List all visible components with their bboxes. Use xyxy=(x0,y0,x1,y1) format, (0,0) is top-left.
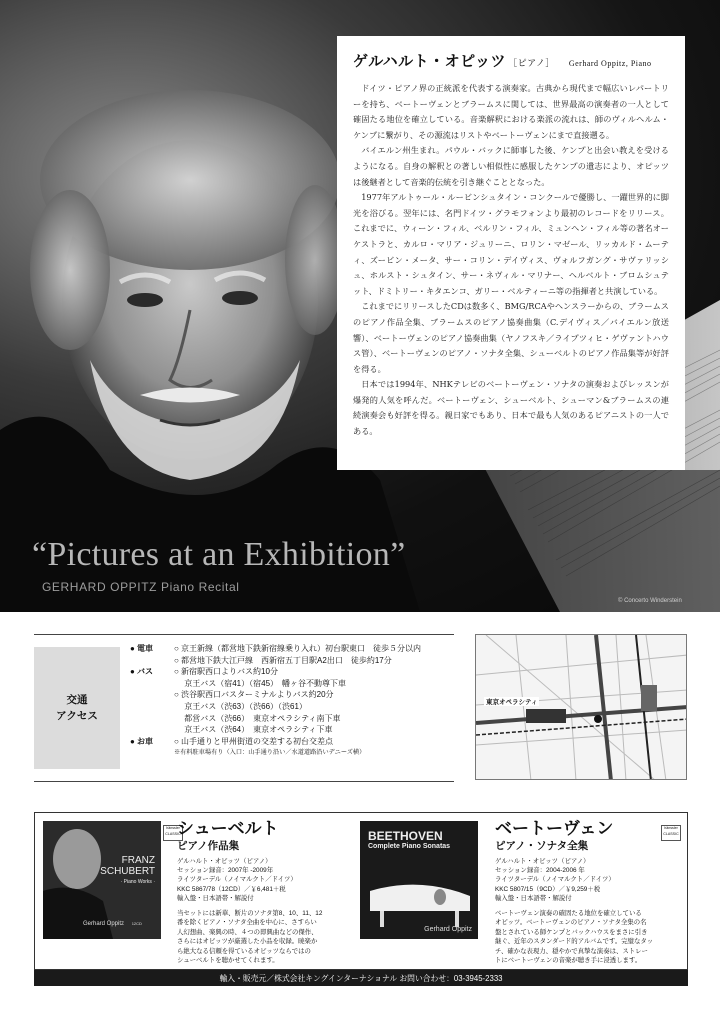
schubert-venue: ライツターデル（ノイマルクト／ドイツ） xyxy=(177,876,297,884)
distributor-footer: 輸入・販売元／株式会社キングインターナショナル お問い合わせ：03-3945-2333 xyxy=(34,970,688,986)
recital-title: “Pictures at an Exhibition” xyxy=(32,536,406,573)
beethoven-label-badge: hänssler CLASSIC xyxy=(661,825,681,841)
access-bus xyxy=(130,666,450,736)
artist-name-jp: ゲルハルト・オピッツ xyxy=(353,52,507,70)
beethoven-catalog: KKC 5807/15（9CD）／￥9,259＋税 xyxy=(495,885,601,893)
schubert-label-badge: hänssler CLASSIC xyxy=(163,825,183,841)
access-map xyxy=(475,634,687,780)
artist-heading xyxy=(353,50,669,71)
beethoven-cd-cover xyxy=(360,821,478,939)
schubert-catalog: KKC 5867/78（12CD）／￥6,481＋税 xyxy=(177,885,286,893)
artist-role: ［ピアノ］ xyxy=(508,59,555,69)
map-graphic xyxy=(476,635,687,780)
bio-paragraph-4: これまでにリリースしたCDは数多く、BMG/RCAやヘンスラーからの、ブラームスのピアノ作品全集、ブラームスのピアノ協奏曲集（C.デイヴィス／バイエルン放送響）、ベートーヴェンのピアノ協奏曲集（ヤノフスキ／ライプツィヒ・ゲヴァントハウス管）、ベートーヴェンのピアノ・ソナタ全集、シューベルトのピアノ作品集等が好評を得る。 xyxy=(353,301,669,374)
bus-line-4: 京王バス（渋63）（渋66）（渋61） xyxy=(174,701,307,711)
map-venue-label: 東京オペラシティ xyxy=(486,699,538,706)
parking-note: ※有料駐車場有り（入口：山手通り沿い／水道道路沿いデニーズ横） xyxy=(174,749,366,757)
artist-name-en: Gerhard Oppitz, Piano xyxy=(568,59,652,68)
schubert-desc-line: 番を除くピアノ・ソナタ全曲を中心に、さすらい xyxy=(177,919,317,927)
beethoven-subtitle: ピアノ・ソナタ全集 xyxy=(495,840,589,852)
car-title: ● お車 xyxy=(130,736,154,746)
schubert-desc-line: 当セットには新華、断片のソナタ第8、10、11、12 xyxy=(177,910,323,918)
schubert-cover-line1: FRANZ xyxy=(121,855,155,866)
beethoven-cover-artist: Gerhard Oppitz xyxy=(424,926,472,933)
beethoven-cover-line1: BEETHOVEN xyxy=(368,829,443,843)
train-title: ● 電車 xyxy=(130,644,154,653)
bio-paragraph-3: 1977年アルトゥール・ルービンシュタイン・コンクールで優勝し、一躍世界的に脚光を浴びる。翌年には、名門ドイツ・グラモフォンより最初のレコードをリリース。これまでに、ウィーン・フィル、ベルリン・フィル、ミュンヘン・フィル等の著名オーケストラと、カルロ・マリア・ジュリーニ、ロリン・マゼール、リッカルド・ムーティ、ズービン・メータ、サー・コリン・デイヴィス、ヴォルフガング・サヴァリッシュ、ホルスト・シュタイン、サー・ネヴィル・マリナー、ヘルベルト・ブロムシュテット、ドミトリー・キタエンコ、ガリー・ベルティーニ等の指揮者と共演している。 xyxy=(353,192,669,296)
access-details xyxy=(130,643,450,759)
beethoven-cd-info xyxy=(495,819,680,965)
biography-panel xyxy=(337,36,685,470)
access-car xyxy=(130,736,450,759)
photo-copyright: © Concerto Winderstein xyxy=(618,598,682,604)
beethoven-desc-line: オピッツ。ベートーヴェンのピアノ・ソナタ全集の名 xyxy=(495,919,647,927)
beethoven-description xyxy=(495,909,680,965)
schubert-title: シューベルト xyxy=(177,819,279,838)
access-label xyxy=(34,647,120,769)
bus-line-3: ○ 渋谷駅西口バスターミナルよりバス約20分 xyxy=(174,690,334,700)
beethoven-title: ベートーヴェン xyxy=(495,819,614,838)
train-line-1: ○ 京王新線（都営地下鉄新宿線乗り入れ）初台駅東口 徒歩５分以内 xyxy=(174,644,422,653)
bus-line-1: ○ 新宿駅西口よりバス約10分 xyxy=(174,667,278,677)
recital-subtitle: GERHARD OPPITZ Piano Recital xyxy=(42,580,240,594)
schubert-cd-cover xyxy=(43,821,161,939)
access-label-line2: アクセス xyxy=(56,710,98,722)
beethoven-desc-line: 盤とされている師ケンプとバックハウスをまさに引き xyxy=(495,928,648,936)
beethoven-venue: ライツターデル（ノイマルクト／ドイツ） xyxy=(495,876,615,884)
access-train xyxy=(130,643,450,666)
bio-paragraph-1: ドイツ・ピアノ界の正統派を代表する演奏家。古典から現代まで幅広いレパートリーを持ち、ベートーヴェンとブラームスに関しては、世界最高の演奏者の一人として確固たる地位を確立している。音楽解釈における楽派の流れは、師のヴィルヘルム・ケンプに繋がり、その源流はリストやベートーヴェンにまで直接遡る。 xyxy=(353,83,669,140)
beethoven-import: 輸入盤・日本語帯・解説付 xyxy=(495,894,572,902)
schubert-cover-count: 12CD xyxy=(131,921,142,926)
beethoven-desc-line: トにベートーヴェンの音楽が聴き手に浸透します。 xyxy=(495,957,642,965)
beethoven-desc-line: 継ぐ、近年のスタンダード的アルバムです。完璧なタッ xyxy=(495,938,654,946)
beethoven-cover-line2: Complete Piano Sonatas xyxy=(368,843,451,850)
schubert-cover-artist: Gerhard Oppitz xyxy=(83,921,125,927)
car-line-1: ○ 山手通りと甲州街道の交差する初台交差点 xyxy=(174,736,334,746)
bio-paragraph-2: バイエルン州生まれ。パウル・バックに師事した後、ケンプと出会い教えを受けるようになる。自身の解釈との著しい相似性に感服したケンプの遺志により、オピッツは後継者として音楽的伝統を引き継ぐこととなった。 xyxy=(353,145,669,187)
bus-line-6: 京王バス（渋64） 東京オペラシティ下車 xyxy=(174,725,333,735)
schubert-cover-line2: SCHUBERT xyxy=(100,866,155,877)
beethoven-desc-line: チ、確かな表現力、穏やかで真摯な演奏は、ストレー xyxy=(495,947,648,955)
beethoven-session: セッション録音：2004-2006 年 xyxy=(495,867,585,875)
bus-title: ● バス xyxy=(130,667,154,677)
schubert-cover-line3: · Piano Works · xyxy=(120,879,155,885)
train-line-2: ○ 都営地下鉄大江戸線 西新宿五丁目駅A2出口 徒歩約17分 xyxy=(174,655,392,665)
bus-line-5: 都営バス（渋66） 東京オペラシティ南下車 xyxy=(174,713,341,723)
schubert-import: 輸入盤・日本語帯・解説付 xyxy=(177,894,254,902)
schubert-desc-line: 人幻想曲、楽興の時、４つの即興曲などの傑作、 xyxy=(177,928,318,936)
access-section xyxy=(34,634,454,782)
beethoven-performer: ゲルハルト・オピッツ（ピアノ） xyxy=(495,858,590,865)
schubert-performer: ゲルハルト・オピッツ（ピアノ） xyxy=(177,858,272,865)
beethoven-desc-line: ベートーヴェン演奏の確固たる地位を確立している xyxy=(495,910,642,918)
schubert-desc-line: シューベルトを聴かせてくれます。 xyxy=(177,957,279,965)
schubert-desc-line: ら絶大なる信頼を得ているオピッツならではの xyxy=(177,947,311,955)
schubert-subtitle: ピアノ作品集 xyxy=(177,840,240,852)
schubert-description xyxy=(177,909,347,965)
schubert-desc-line: さらにはオピッツが厳選した小品を収録。暁楽か xyxy=(177,938,318,946)
bio-paragraph-5: 日本では1994年、NHKテレビのベートーヴェン・ソナタの演奏およびレッスンが爆発的人気を呼んだ。ベートーヴェン、シューベルト、シューマン&ブラームスの連続演奏会も好評を得る。親日家でもあり、日本で最も人気のあるピアニストの一人である。 xyxy=(353,379,669,437)
cd-section xyxy=(34,812,688,970)
schubert-cd-info xyxy=(177,819,347,965)
schubert-session: セッション録音：2007年 -2009年 xyxy=(177,867,274,875)
access-label-line1: 交通 xyxy=(66,694,88,706)
bus-line-2: 京王バス（宿41）（宿45） 幡ヶ谷不動尊下車 xyxy=(174,678,347,688)
